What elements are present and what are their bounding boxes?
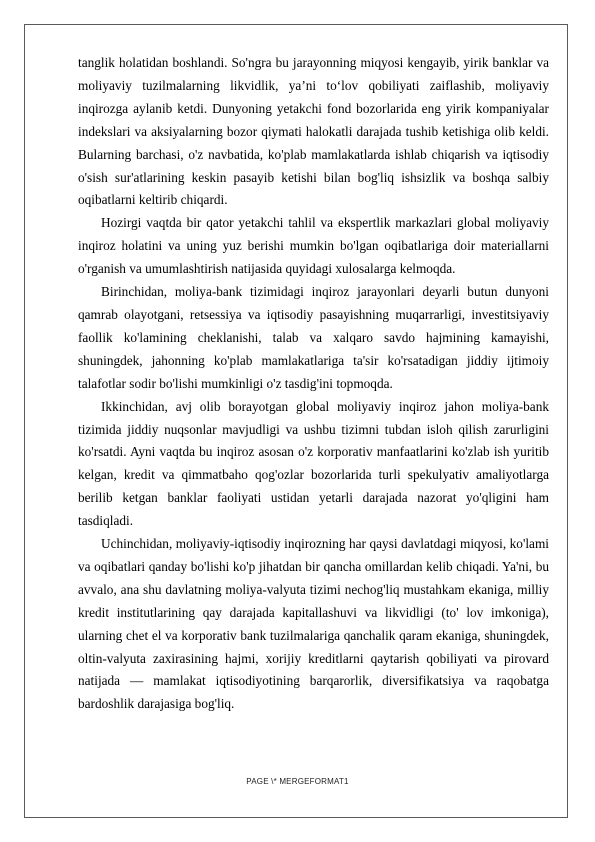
paragraph-second-point: Ikkinchidan, avj olib borayotgan global moliyaviy inqiroz jahon moliya-bank tizimida jiddiy nuqsonlar mavjudligi va ushbu tizimni tubdan isloh qilish zarurligini ko'rsatdi. Ayni vaqtda bu inqiroz asosan o'z korporativ manfaatlarini ko'zlab ish yuritib kelgan, kredit va qimmatbaho qog'ozlar bozorlarida turli spekulyativ amaliyotlarga berilib ketgan banklar faoliyati ustidan yetarli darajada nazorat yo'qligini ham tasdiqladi. <box>78 398 549 529</box>
document-body <box>78 52 549 716</box>
paragraph-third-point: Uchinchidan, moliyaviy-iqtisodiy inqirozning har qaysi davlatdagi miqyosi, ko'lami va oqibatlari qanday bo'lishi ko'p jihatdan bir qancha omillardan kelib chiqadi. Ya'ni, bu avvalo, ana shu davlatning moliya-valyuta tizimi nechog'liq mustahkam ekaniga, milliy kredit institutlarining qay darajada kapitallashuvi va likvidligi (to' lov imkoniga), ularning chet el va korporativ bank tuzilmalariga qanchalik qaram ekaniga, shuningdek, oltin-valyuta zaxirasining hajmi, xorijiy kreditlarni qaytarish qobiliyati va pirovard natijada — mamlakat iqtisodiyotining barqarorlik, diversifikatsiya va raqobatga bardoshlik darajasiga bog'liq. <box>78 536 549 712</box>
paragraph-continuation: tanglik holatidan boshlandi. So'ngra bu jarayonning miqyosi kengayib, yirik banklar va moliyaviy tuzilmalarning likvidlik, ya’ni to‘lov qobiliyati zaiflashib, moliyaviy inqirozga aylanib ketdi. Dunyoning yetakchi fond bozorlarida eng yirik kompaniyalar indekslari va aksiyalarning bozor qiymati halokatli darajada tushib ketishiga olib keldi. Bularning barchasi, o'z navbatida, ko'plab mamlakatlarda ishlab chiqarish va iqtisodiy o'sish sur'atlarining keskin pasayib ketishi bilan bog'liq ishsizlik va boshqa salbiy oqibatlarni keltirib chiqardi. <box>78 55 549 208</box>
paragraph-intro-conclusions: Hozirgi vaqtda bir qator yetakchi tahlil va ekspertlik markazlari global moliyaviy inqiroz holatini va uning yuz berishi mumkin bo'lgan oqibatlariga doir materiallarni o'rganish va umumlashtirish natijasida quyidagi xulosalarga kelmoqda. <box>78 215 549 277</box>
paragraph-first-point: Birinchidan, moliya-bank tizimidagi inqiroz jarayonlari deyarli butun dunyoni qamrab olayotgani, retsessiya va iqtisodiy pasayishning muqarrarligi, investitsiyaviy faollik ko'lamining cheklanishi, talab va xalqaro savdo hajmining kamayishi, shuningdek, jahonning ko'plab mamlakatlariga ta'sir ko'rsatadigan jiddiy ijtimoiy talafotlar sodir bo'lishi mumkinligi o'z tasdig'ini topmoqda. <box>78 284 549 391</box>
page-number-field: PAGE \* MERGEFORMAT1 <box>246 777 349 786</box>
